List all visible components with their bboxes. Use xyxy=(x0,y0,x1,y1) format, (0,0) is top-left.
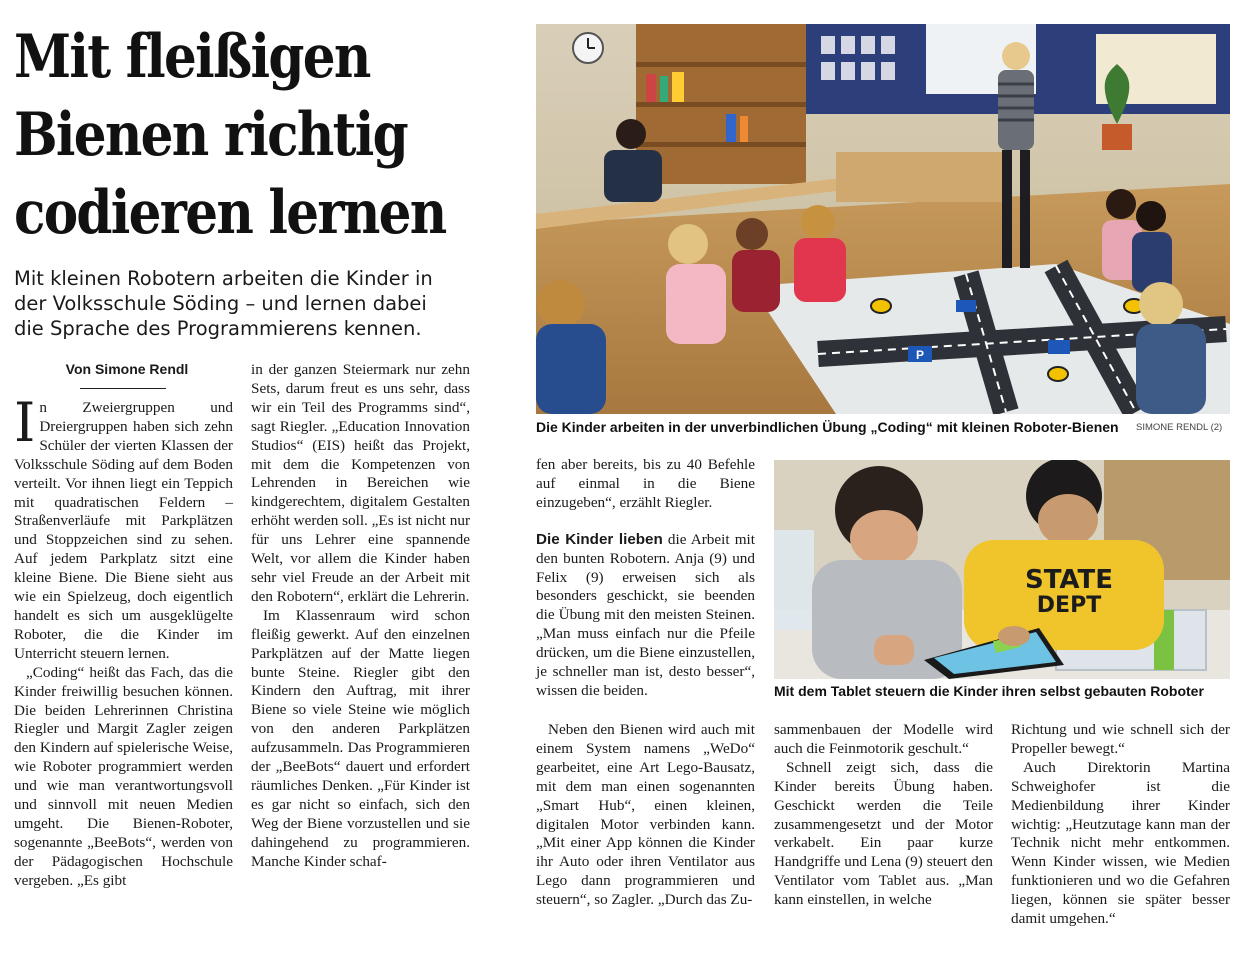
tablet-photo xyxy=(774,460,1230,679)
col5-paragraph-1: sammenbauen der Modelle wird auch die Feinmotorik geschult.“ xyxy=(774,721,993,757)
lead-paragraph xyxy=(14,266,484,341)
col5-paragraph-2: Schnell zeigt sich, dass die Kinder bereits Übung haben. Geschickt werden die Teile zusammengesetzt und der Motor verkabelt. Ein paar kurze Handgriffe und Lena (9) steuert den Ventilator vom Tablet aus. „Man kann einstellen, in welche xyxy=(774,758,993,909)
headline-line-2: Bienen richtig xyxy=(14,100,408,170)
tablet-photo-illustration xyxy=(774,460,1230,679)
photo-credit: SIMONE RENDL (2) xyxy=(1136,422,1223,433)
headline xyxy=(14,18,453,252)
parking-sign-label: P xyxy=(915,348,925,362)
col3-paragraph-1: fen aber bereits, bis zu 40 Befehle auf einmal in die Biene einzugeben“, erzählt Riegler. xyxy=(536,456,755,511)
classroom-photo-caption: Die Kinder arbeiten in der unverbindlichen Übung „Coding“ mit kleinen Roboter-Bienen xyxy=(536,419,1119,435)
classroom-photo-illustration xyxy=(536,24,1230,414)
body-column-3 xyxy=(536,456,755,701)
col4-paragraph-1: Neben den Bienen wird auch mit einem System namens „WeDo“ gearbeitet, eine Art Lego-Bausatz, mit dem man einen sogenannten „Smart Hub“, einen kleinen, digitalen Motor verbinden kann. „Mit einer App können die Kinder ihr Auto oder ihren Ventilator aus Lego dann programmieren und steuern“, so Zagler. „Durch das Zu- xyxy=(536,721,755,909)
body-column-5 xyxy=(774,721,993,910)
lead-line-2: der Volksschule Söding – und lernen dabei xyxy=(14,292,427,315)
lead-line-1: Mit kleinen Robotern arbeiten die Kinder in xyxy=(14,267,433,290)
col2-paragraph-2: Im Klassenraum wird schon fleißig gewerkt. Auf den einzelnen Parkplätzen auf der Matte liegen bunte Steine. Riegler gibt den Kindern den Auftrag, mit ihrer Biene so viele Steine wie möglich von den anderen Parkplätzen aufzusammeln. Das Programmieren der „BeeBots“ dauert und erfordert räumliches Denken. „Für Kinder ist es gar nicht so einfach, sich den Weg der Biene vorzustellen und sie dahingehend zu programmieren. Manche Kinder schaf- xyxy=(251,606,470,870)
body-column-6 xyxy=(1011,721,1230,929)
body-column-2 xyxy=(251,361,470,871)
col6-paragraph-1: Richtung und wie schnell sich der Propeller bewegt.“ xyxy=(1011,721,1230,757)
body-column-1 xyxy=(14,391,233,891)
shirt-text-1: STATE xyxy=(1024,565,1114,595)
tablet-photo-caption: Mit dem Tablet steuern die Kinder ihren selbst gebauten Roboter xyxy=(774,683,1204,699)
col6-paragraph-2: Auch Direktorin Martina Schweighofer ist die Medienbildung ihrer Kinder wichtig: „Heutzutage kann man der Technik nicht mehr entkommen. Wenn Kinder wissen, wie Medien funktionieren und wo die Gefahren liegen, können sie später besser damit umgehen.“ xyxy=(1011,758,1230,928)
run-in-heading: Die Kinder lieben xyxy=(536,530,663,548)
byline: Von Simone Rendl xyxy=(65,361,189,377)
drop-cap: I xyxy=(14,391,36,454)
byline-rule xyxy=(80,388,166,389)
col1-paragraph-1: n Zweiergruppen und Dreiergruppen haben sich zehn Schüler der vierten Klassen der Volksschule Söding auf dem Boden verteilt. Vor ihnen liegt ein Teppich mit quadratischen Feldern – Straßenverläufe mit Parkplätzen und Stoppzeichen sind zu sehen. Auf jedem Parkplatz sitzt eine kleine Biene. Die Biene sieht aus wie ein Spielzeug, doch eigentlich handelt es sich um ausgeklügelte Roboter, die die Kinder im Unterricht steuern lernen. xyxy=(14,399,233,662)
headline-line-1: Mit fleißigen xyxy=(14,22,370,92)
lead-line-3: die Sprache des Programmierens kennen. xyxy=(14,317,422,340)
body-column-4 xyxy=(536,721,755,910)
col1-paragraph-2: „Coding“ heißt das Fach, das die Kinder freiwillig besuchen können. Die beiden Lehrerinnen Christina Riegler und Margit Zagler zeigen den Kindern auf spielerische Weise, wie Roboter programmiert werden und wie man verantwortungsvoll und sinnvoll mit neuen Medien umgeht. Die Bienen-Roboter, sogenannte „BeeBots“, werden von der Pädagogischen Hochschule vergeben. „Es gibt xyxy=(14,663,233,889)
col3-paragraph-2 xyxy=(536,531,755,701)
headline-line-3: codieren lernen xyxy=(14,178,446,248)
classroom-photo xyxy=(536,24,1230,414)
col2-paragraph-1: in der ganzen Steiermark nur zehn Sets, darum freut es uns sehr, dass wir ein Teil des Programms sind“, sagt Riegler. „Education Innovation Studios“ (EIS) heißt das Projekt, mit dem die Kompetenzen von Lehrenden in Bereichen wie kindgerechtem, digitalem Gestalten erhöht werden soll. „Es ist nicht nur für uns Lehrer eine spannende Welt, vor allem die Kinder haben sehr viel Freude an der Arbeit mit den Robotern“, erklärt die Lehrerin. xyxy=(251,361,470,605)
shirt-text-2: DEPT xyxy=(1036,593,1102,618)
col3-paragraph-2-text: die Arbeit mit den bunten Robotern. Anja (9) und Felix (9) erweisen sich als besonders geschickt, sie beenden die Übung mit den meisten Steinen. „Man muss einfach nur die Pfeile drücken, um die Biene einzustellen, je schneller man ist, desto besser“, wissen die beiden. xyxy=(536,530,755,699)
